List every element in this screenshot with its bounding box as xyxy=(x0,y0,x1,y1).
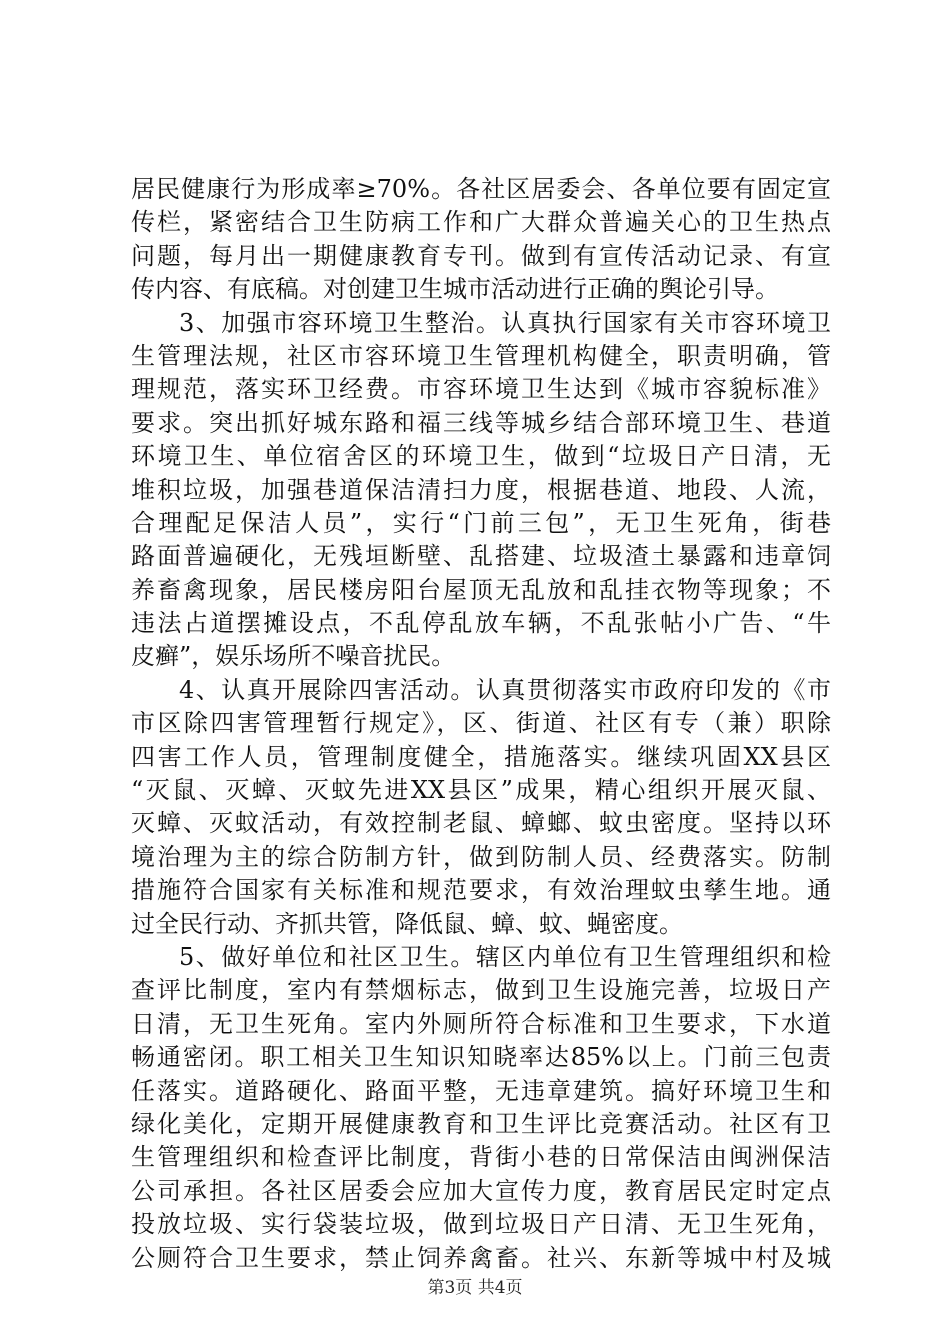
text-line: 环境卫生、单位宿舍区的环境卫生，做到“垃圾日产日清，无 xyxy=(131,442,831,471)
text-line: 任落实。道路硬化、路面平整，无违章建筑。搞好环境卫生和 xyxy=(131,1076,831,1105)
text-line: 合理配足保洁人员”，实行“门前三包”，无卫生死角，街巷 xyxy=(131,508,831,537)
text-line: 日清，无卫生死角。室内外厕所符合标准和卫生要求，下水道 xyxy=(131,1009,831,1038)
text-line: 灭蟑、灭蚊活动，有效控制老鼠、蟑螂、蚊虫密度。坚持以环 xyxy=(131,809,831,838)
text-line: 堆积垃圾，加强巷道保洁清扫力度，根据巷道、地段、人流， xyxy=(131,475,831,504)
text-line: 措施符合国家有关标准和规范要求，有效治理蚊虫孳生地。通 xyxy=(131,876,831,905)
text-line: 过全民行动、齐抓共管，降低鼠、蟑、蚊、蝇密度。 xyxy=(131,909,683,938)
text-line: 绿化美化，定期开展健康教育和卫生评比竞赛活动。社区有卫 xyxy=(131,1109,831,1138)
text-line: 公厕符合卫生要求，禁止饲养禽畜。社兴、东新等城中村及城 xyxy=(131,1243,831,1272)
text-line: 传内容、有底稿。对创建卫生城市活动进行正确的舆论引导。 xyxy=(131,275,779,304)
text-line: 要求。突出抓好城东路和福三线等城乡结合部环境卫生、巷道 xyxy=(131,408,831,437)
text-line: “灭鼠、灭蟑、灭蚊先进XX县区”成果，精心组织开展灭鼠、 xyxy=(131,776,831,805)
text-line: 居民健康行为形成率≥70%。各社区居委会、各单位要有固定宣 xyxy=(131,175,831,203)
text-line: 3、加强市容环境卫生整治。认真执行国家有关市容环境卫 xyxy=(179,308,831,337)
page-number-label: 第3页 共4页 xyxy=(427,1278,523,1298)
text-line: 查评比制度，室内有禁烟标志，做到卫生设施完善，垃圾日产 xyxy=(131,976,831,1005)
text-line: 传栏，紧密结合卫生防病工作和广大群众普遍关心的卫生热点 xyxy=(131,208,831,237)
document-body xyxy=(131,173,831,1275)
text-line: 投放垃圾、实行袋装垃圾，做到垃圾日产日清、无卫生死角， xyxy=(131,1210,831,1239)
text-line: 皮癣”，娱乐场所不噪音扰民。 xyxy=(131,642,456,671)
page-footer xyxy=(0,1277,950,1299)
text-line: 市区除四害管理暂行规定》，区、街道、社区有专（兼）职除 xyxy=(131,709,831,738)
paragraph xyxy=(131,941,831,1275)
text-line: 4、认真开展除四害活动。认真贯彻落实市政府印发的《市 xyxy=(179,675,831,704)
text-line: 5、做好单位和社区卫生。辖区内单位有卫生管理组织和检 xyxy=(179,942,831,971)
text-line: 境治理为主的综合防制方针，做到防制人员、经费落实。防制 xyxy=(131,842,831,871)
text-line: 公司承担。各社区居委会应加大宣传力度，教育居民定时定点 xyxy=(131,1176,831,1205)
text-line: 路面普遍硬化，无残垣断壁、乱搭建、垃圾渣土暴露和违章饲 xyxy=(131,542,831,571)
text-line: 问题，每月出一期健康教育专刊。做到有宣传活动记录、有宣 xyxy=(131,241,831,270)
paragraph xyxy=(131,307,831,674)
paragraph xyxy=(131,173,831,307)
text-line: 生管理组织和检查评比制度，背街小巷的日常保洁由闽洲保洁 xyxy=(131,1143,831,1172)
text-line: 理规范，落实环卫经费。市容环境卫生达到《城市容貌标准》 xyxy=(131,375,831,404)
text-line: 生管理法规，社区市容环境卫生管理机构健全，职责明确，管 xyxy=(131,341,831,370)
text-line: 违法占道摆摊设点，不乱停乱放车辆，不乱张帖小广告、“牛 xyxy=(131,609,831,638)
text-line: 养畜禽现象，居民楼房阳台屋顶无乱放和乱挂衣物等现象；不 xyxy=(131,575,831,604)
paragraph xyxy=(131,674,831,941)
text-line: 畅通密闭。职工相关卫生知识知晓率达85%以上。门前三包责 xyxy=(131,1043,831,1072)
text-line: 四害工作人员，管理制度健全，措施落实。继续巩固XX县区 xyxy=(131,742,831,771)
